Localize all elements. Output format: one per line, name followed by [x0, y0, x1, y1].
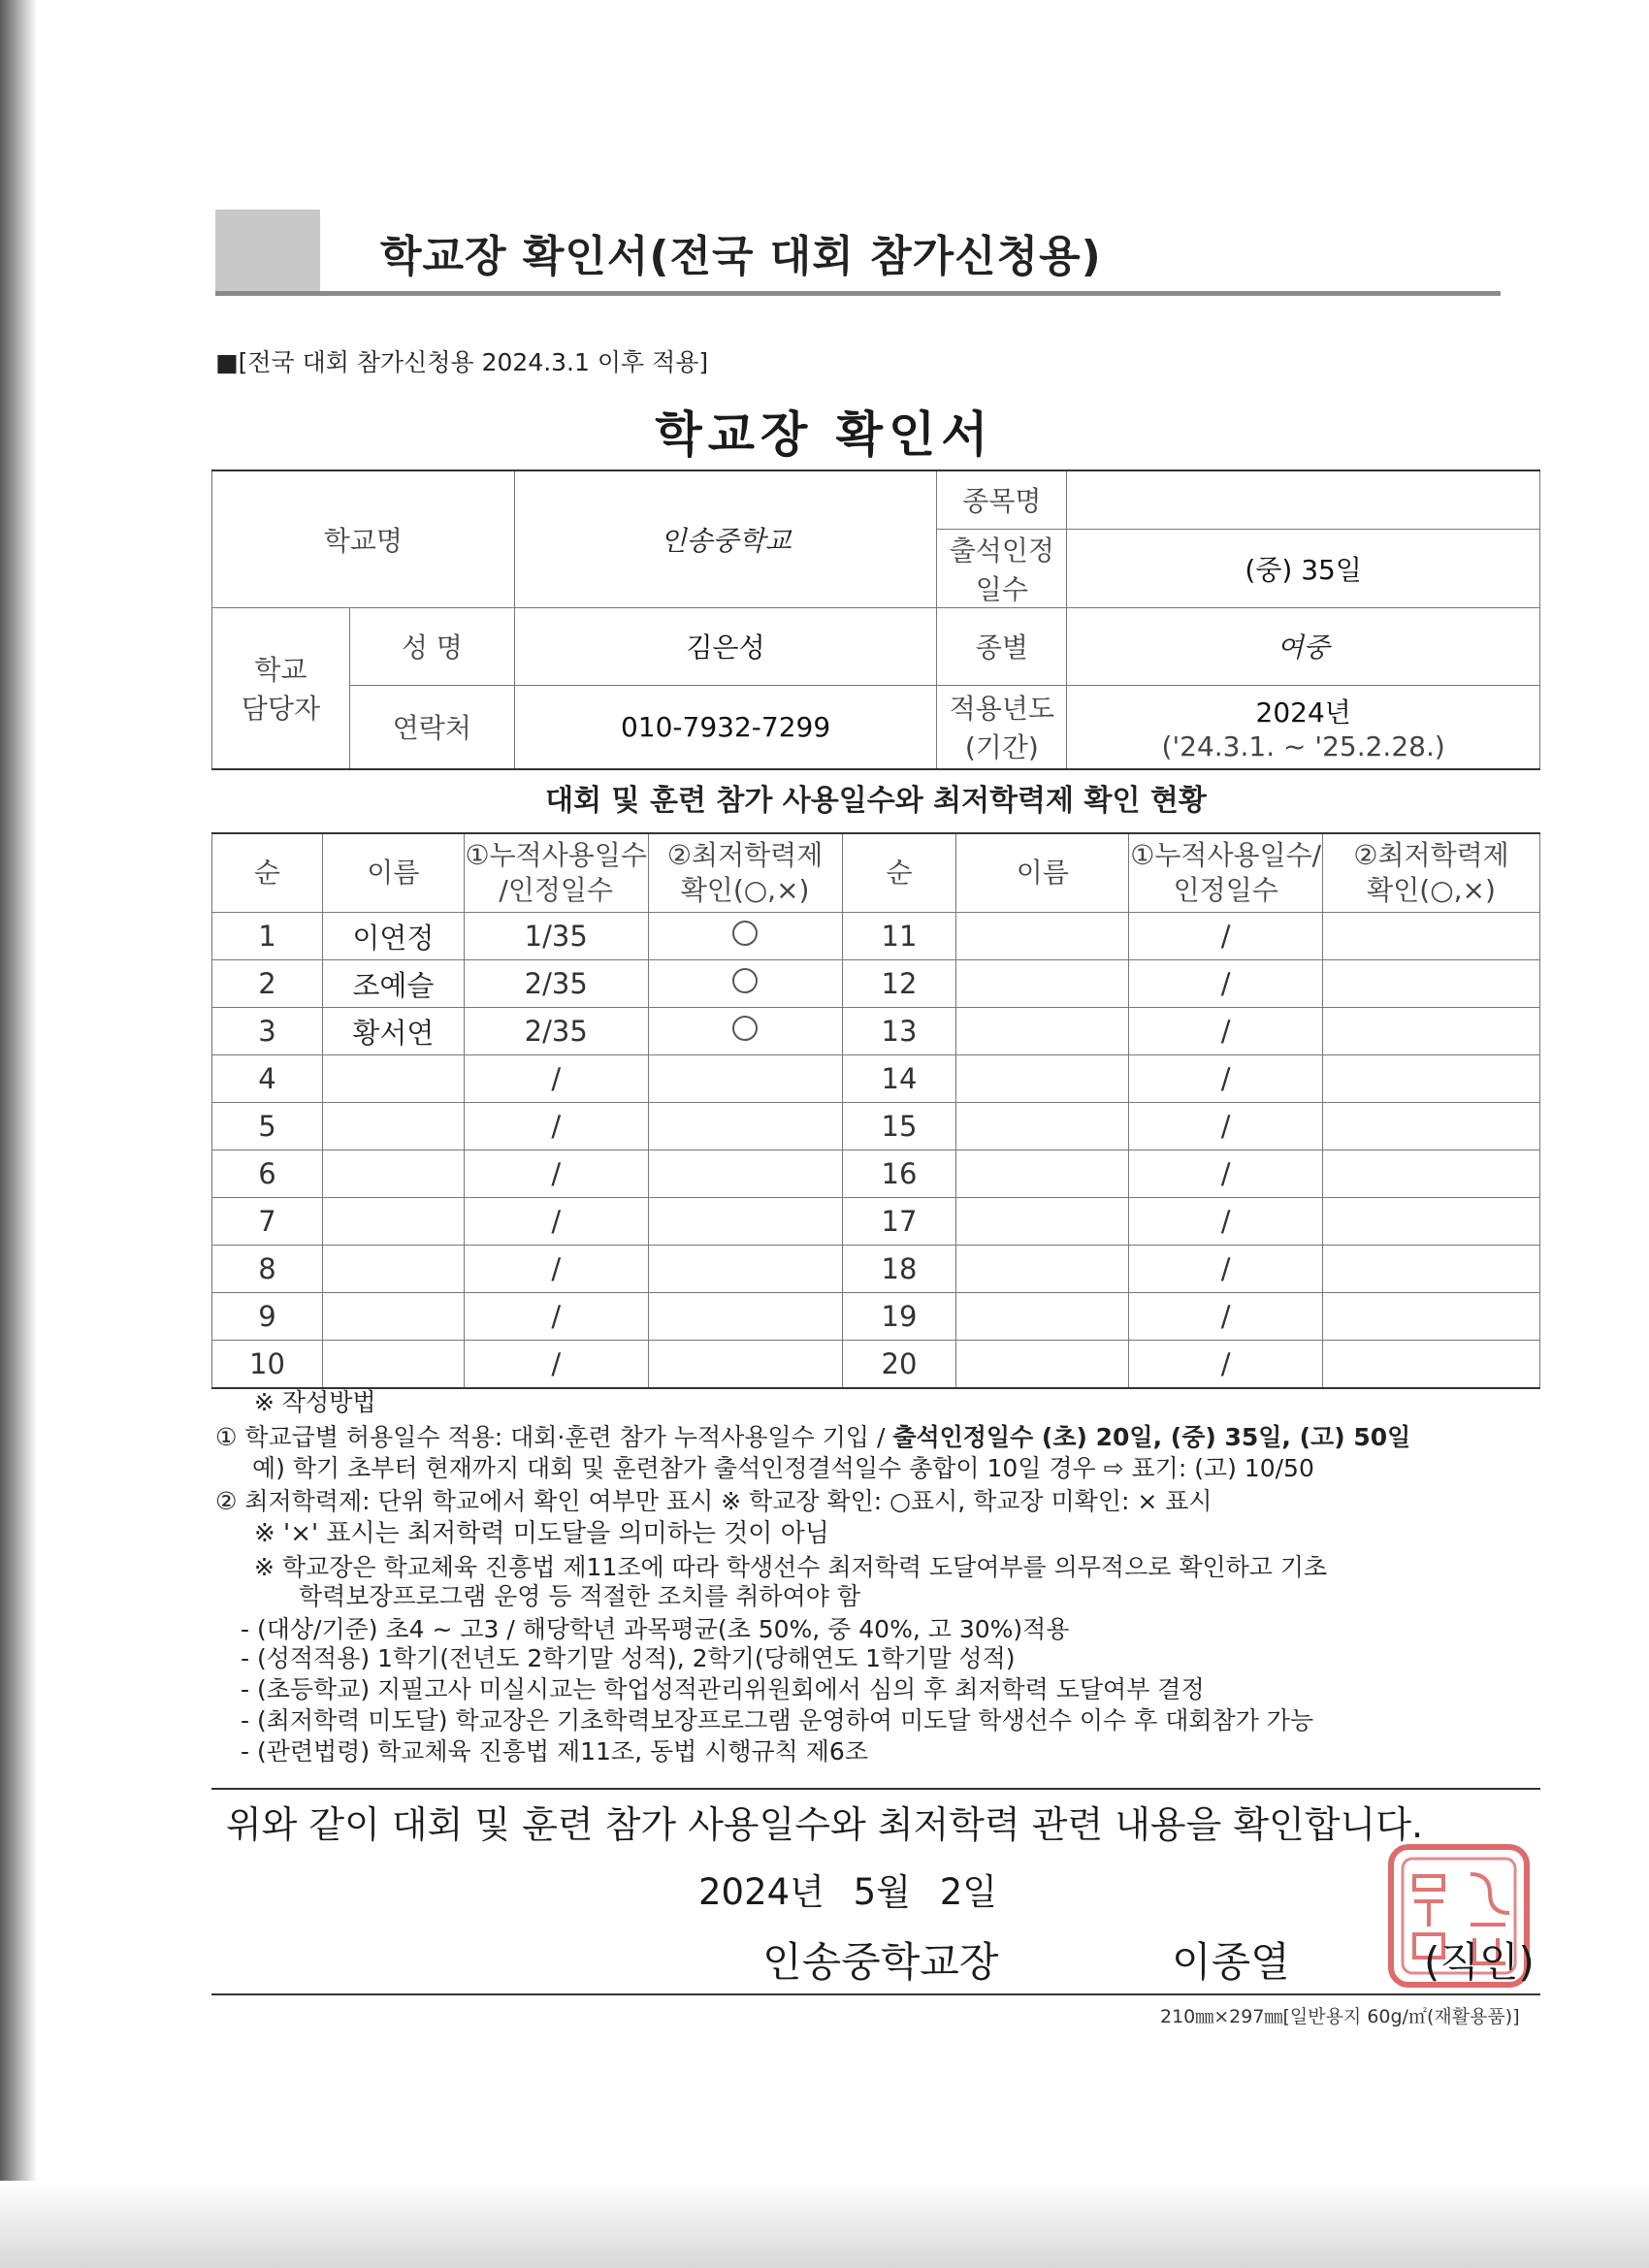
manager-label-line-2: 담당자 — [241, 693, 321, 725]
header-no: 순 — [212, 833, 323, 913]
header-title: 학교장 확인서(전국 대회 참가신청용) — [380, 232, 1102, 281]
method-line-6: 학력보장프로그램 운영 등 적절한 조치를 취하여야 함 — [299, 1582, 860, 1610]
notice-text: ■[전국 대회 참가신청용 2024.3.1 이후 적용] — [215, 348, 709, 376]
attendance-label-line-1: 출석인정 — [949, 534, 1054, 567]
row-no-right: 16 — [842, 1150, 956, 1198]
row-days-right: / — [1129, 1055, 1323, 1103]
header-days-right-line-1: ①누적사용일수/ — [1130, 839, 1322, 871]
table-row — [212, 1008, 1540, 1055]
method-line-9: - (초등학교) 지필고사 미실시교는 학업성적관리위원회에서 심의 후 최저학력 도달여부 결정 — [241, 1675, 1205, 1703]
scan-shadow — [0, 0, 37, 2268]
row-check-right — [1323, 1293, 1540, 1341]
header-name-right: 이름 — [956, 833, 1129, 913]
row-no: 10 — [212, 1341, 323, 1389]
method-line-4: ※ '×' 표시는 최저학력 미도달을 의미하는 것이 아님 — [254, 1519, 829, 1548]
row-name — [322, 1198, 464, 1246]
row-name-right — [956, 1055, 1129, 1103]
row-no-right: 18 — [842, 1246, 956, 1293]
row-days: / — [464, 1055, 648, 1103]
attendance-value: (중) 35일 — [1067, 529, 1540, 607]
method-line-1-bold: 출석인정일수 (초) 20일, (중) 35일, (고) 50일 — [892, 1423, 1411, 1451]
header-no-right: 순 — [842, 833, 956, 913]
row-check — [648, 913, 842, 960]
school-value: 인송중학교 — [514, 470, 937, 607]
row-name — [322, 1103, 464, 1150]
header-days — [464, 833, 648, 913]
method-line-5: ※ 학교장은 학교체육 진흥법 제11조에 따라 학생선수 최저학력 도달여부를 의무적으로 확인하고 기초 — [254, 1553, 1328, 1581]
row-days: 2/35 — [464, 960, 648, 1008]
method-line-7: - (대상/기준) 초4 ~ 고3 / 해당학년 과목평균(초 50%, 중 40%, 고 30%)적용 — [241, 1615, 1070, 1643]
row-name-right — [956, 1150, 1129, 1198]
row-check-right — [1323, 1246, 1540, 1293]
row-name — [322, 1341, 464, 1389]
contact-label: 연락처 — [349, 685, 514, 768]
row-name-right — [956, 1246, 1129, 1293]
method-line-1-text: ① 학교급별 허용일수 적용: 대회·훈련 참가 누적사용일수 기입 / — [215, 1423, 893, 1451]
row-check — [648, 1150, 842, 1198]
row-no: 1 — [212, 913, 323, 960]
table-row — [212, 1341, 1540, 1389]
header-rule — [215, 291, 1501, 296]
row-days: / — [464, 1341, 648, 1389]
paper-spec: 210㎜×297㎜[일반용지 60g/㎡(재활용품)] — [1160, 2006, 1520, 2027]
row-name-right — [956, 1293, 1129, 1341]
row-days-right: / — [1129, 960, 1323, 1008]
row-no-right: 13 — [842, 1008, 956, 1055]
row-name-right — [956, 1341, 1129, 1389]
row-days: / — [464, 1198, 648, 1246]
header-bar — [215, 210, 1501, 295]
attendance-label-line-2: 일수 — [975, 572, 1028, 605]
row-check — [648, 1293, 842, 1341]
header-name: 이름 — [322, 833, 464, 913]
row-check — [648, 1008, 842, 1055]
row-check — [648, 1198, 842, 1246]
row-no-right: 20 — [842, 1341, 956, 1389]
row-no: 3 — [212, 1008, 323, 1055]
row-days-right: / — [1129, 1198, 1323, 1246]
year-value — [1067, 685, 1540, 768]
attendance-label — [937, 529, 1067, 607]
row-days: / — [464, 1246, 648, 1293]
header-days-right-line-2: 인정일수 — [1173, 874, 1278, 906]
manager-label — [212, 607, 350, 768]
row-name-right — [956, 960, 1129, 1008]
table-row — [212, 1246, 1540, 1293]
year-value-line: 2024년 — [1255, 696, 1351, 729]
table-row — [212, 1055, 1540, 1103]
row-days: 1/35 — [464, 913, 648, 960]
row-name-right — [956, 913, 1129, 960]
row-check — [648, 1341, 842, 1389]
row-check-right — [1323, 1150, 1540, 1198]
year-label — [937, 685, 1067, 768]
row-no: 7 — [212, 1198, 323, 1246]
row-name: 조예슬 — [322, 960, 464, 1008]
header-check-right-line-1: ②최저학력제 — [1353, 839, 1509, 871]
name-label: 성 명 — [349, 607, 514, 685]
name-value: 김은성 — [514, 607, 937, 685]
table-row — [212, 1150, 1540, 1198]
header-days-right — [1129, 833, 1323, 913]
school-label: 학교명 — [212, 470, 515, 607]
type-label: 종별 — [937, 607, 1067, 685]
table-row — [212, 960, 1540, 1008]
seal-label: (직인) — [1424, 1938, 1535, 1986]
method-line-8: - (성적적용) 1학기(전년도 2학기말 성적), 2학기(당해연도 1학기말 성적) — [241, 1644, 1016, 1672]
document-title: 학교장 확인서 — [655, 406, 994, 463]
section-title: 대회 및 훈련 참가 사용일수와 최저학력제 확인 현황 — [211, 768, 1540, 832]
table-header-row — [212, 833, 1540, 913]
header-days-line-1: ①누적사용일수 — [465, 839, 647, 871]
row-no-right: 14 — [842, 1055, 956, 1103]
row-no-right: 19 — [842, 1293, 956, 1341]
method-line-10: - (최저학력 미도달) 학교장은 기초학력보장프로그램 운영하여 미도달 학생선수 이수 후 대회참가 가능 — [241, 1706, 1314, 1734]
row-check-right — [1323, 1198, 1540, 1246]
scan-shadow-bottom — [0, 2181, 1649, 2268]
row-check — [648, 1246, 842, 1293]
row-check — [648, 960, 842, 1008]
row-days-right: / — [1129, 1008, 1323, 1055]
row-no-right: 12 — [842, 960, 956, 1008]
row-check — [648, 1103, 842, 1150]
header-check-right — [1323, 833, 1540, 913]
row-no: 8 — [212, 1246, 323, 1293]
row-days-right: / — [1129, 1246, 1323, 1293]
row-name-right — [956, 1008, 1129, 1055]
method-line-11: - (관련법령) 학교체육 진흥법 제11조, 동법 시행규칙 제6조 — [241, 1737, 868, 1766]
method-heading: ※ 작성방법 — [254, 1388, 376, 1416]
row-days: 2/35 — [464, 1008, 648, 1055]
event-value — [1067, 470, 1540, 529]
info-table — [211, 470, 1540, 769]
header-days-line-2: /인정일수 — [499, 874, 614, 906]
issue-date: 2024년 5월 2일 — [698, 1871, 997, 1913]
table-row — [212, 913, 1540, 960]
type-value: 여중 — [1067, 607, 1540, 685]
period-value-line: ('24.3.1. ~ '25.2.28.) — [1161, 729, 1445, 762]
year-label-line-1: 적용년도 — [949, 693, 1054, 725]
row-days: / — [464, 1103, 648, 1150]
contact-value: 010-7932-7299 — [514, 685, 937, 768]
row-no-right: 11 — [842, 913, 956, 960]
table-row — [212, 1293, 1540, 1341]
event-label: 종목명 — [937, 470, 1067, 529]
row-name — [322, 1293, 464, 1341]
row-check-right — [1323, 1055, 1540, 1103]
header-check-line-2: 확인(○,×) — [680, 874, 810, 906]
row-days-right: / — [1129, 1341, 1323, 1389]
confirmation-statement: 위와 같이 대회 및 훈련 참가 사용일수와 최저학력 관련 내용을 확인합니다. — [225, 1803, 1424, 1846]
method-line-2: 예) 학기 초부터 현재까지 대회 및 훈련참가 출석인정결석일수 총합이 10일 경우 ⇨ 표기: (고) 10/50 — [252, 1454, 1314, 1482]
header-block — [215, 210, 320, 295]
row-name: 황서연 — [322, 1008, 464, 1055]
table-row — [212, 1198, 1540, 1246]
circle-mark-icon — [732, 921, 758, 946]
table-row — [212, 1103, 1540, 1150]
signer-name: 이종열 — [1172, 1938, 1290, 1986]
circle-mark-icon — [732, 1016, 758, 1041]
row-name-right — [956, 1103, 1129, 1150]
circle-mark-icon — [732, 968, 758, 993]
signer-title: 인송중학교장 — [762, 1938, 999, 1986]
row-check-right — [1323, 1341, 1540, 1389]
row-days: / — [464, 1293, 648, 1341]
row-check — [648, 1055, 842, 1103]
row-check-right — [1323, 960, 1540, 1008]
year-label-line-2: (기간) — [964, 731, 1039, 763]
row-no: 6 — [212, 1150, 323, 1198]
row-no: 5 — [212, 1103, 323, 1150]
row-name — [322, 1246, 464, 1293]
row-no: 9 — [212, 1293, 323, 1341]
row-days-right: / — [1129, 1103, 1323, 1150]
header-check-line-1: ②최저학력제 — [666, 839, 824, 871]
row-check-right — [1323, 1008, 1540, 1055]
participation-table — [211, 832, 1540, 1389]
row-no: 2 — [212, 960, 323, 1008]
method-line-1 — [215, 1422, 1410, 1452]
row-check-right — [1323, 1103, 1540, 1150]
header-check-right-line-2: 확인(○,×) — [1367, 874, 1496, 906]
row-check-right — [1323, 913, 1540, 960]
row-days: / — [464, 1150, 648, 1198]
method-line-3: ② 최저학력제: 단위 학교에서 확인 여부만 표시 ※ 학교장 확인: ○표시, 학교장 미확인: × 표시 — [215, 1487, 1212, 1515]
confirm-rule — [211, 1788, 1540, 1790]
row-name: 이연정 — [322, 913, 464, 960]
row-days-right: / — [1129, 913, 1323, 960]
manager-label-line-1: 학교 — [254, 654, 307, 686]
row-name — [322, 1055, 464, 1103]
row-no-right: 17 — [842, 1198, 956, 1246]
row-days-right: / — [1129, 1293, 1323, 1341]
header-check — [648, 833, 842, 913]
row-name-right — [956, 1198, 1129, 1246]
row-no-right: 15 — [842, 1103, 956, 1150]
row-no: 4 — [212, 1055, 323, 1103]
bottom-rule — [211, 1993, 1540, 1995]
row-name — [322, 1150, 464, 1198]
row-days-right: / — [1129, 1150, 1323, 1198]
